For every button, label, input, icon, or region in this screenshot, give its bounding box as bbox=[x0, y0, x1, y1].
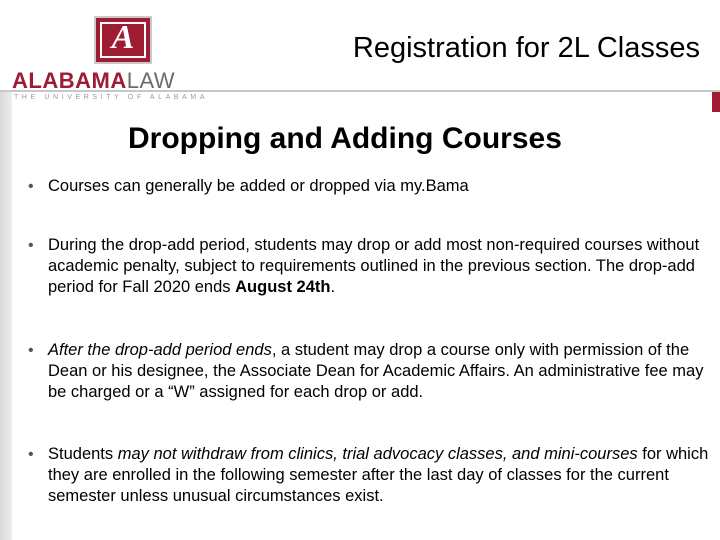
bullet-text-plain: Students bbox=[48, 445, 118, 463]
university-seal-icon bbox=[94, 16, 152, 64]
bullet-text bbox=[48, 444, 710, 507]
wordmark-law: LAW bbox=[126, 68, 176, 93]
bullet-text bbox=[48, 176, 710, 197]
bullet-text-plain: During the drop-add period, students may drop or add most non-required courses without academic penalty, subject to requirements outlined in the previous section. The drop-add period for Fall 2020 ends bbox=[48, 236, 700, 296]
slide-title: Registration for 2L Classes bbox=[352, 32, 700, 64]
alabama-law-logo bbox=[12, 10, 222, 101]
bullet-text-plain: Courses can generally be added or dropped via my.Bama bbox=[48, 177, 469, 195]
deadline-date: August 24th bbox=[235, 278, 331, 296]
bullet-text-plain: for which they are enrolled in the following semester after the last day of classes for the current semester unless unusual circumstances exist. bbox=[48, 445, 709, 505]
logo-tagline: THE UNIVERSITY OF ALABAMA bbox=[14, 94, 209, 101]
logo-wordmark bbox=[12, 68, 175, 94]
bullet-dot-icon: • bbox=[28, 237, 34, 254]
bullet-text-italic: After the drop-add period ends bbox=[48, 341, 272, 359]
bullet-text-plain: . bbox=[330, 278, 336, 296]
section-heading: Dropping and Adding Courses bbox=[128, 122, 562, 155]
bullet-text-plain: , a student may drop a course only with permission of the Dean or his designee, the Associate Dean for Academic Affairs. An administrative fee may be charged or a “W” assigned for each drop or add. bbox=[48, 341, 704, 401]
bullet-text bbox=[48, 340, 710, 403]
bullet-text bbox=[48, 235, 710, 298]
bullet-dot-icon: • bbox=[28, 342, 34, 359]
left-decorative-bar bbox=[0, 92, 12, 540]
right-accent-bar bbox=[712, 92, 720, 112]
seal-letter: A bbox=[111, 19, 135, 56]
bullet-dot-icon: • bbox=[28, 446, 34, 463]
wordmark-alabama: ALABAMA bbox=[12, 68, 127, 93]
bullet-dot-icon: • bbox=[28, 178, 34, 195]
bullet-text-italic: may not withdraw from clinics, trial advocacy classes, and mini-courses bbox=[117, 445, 638, 463]
